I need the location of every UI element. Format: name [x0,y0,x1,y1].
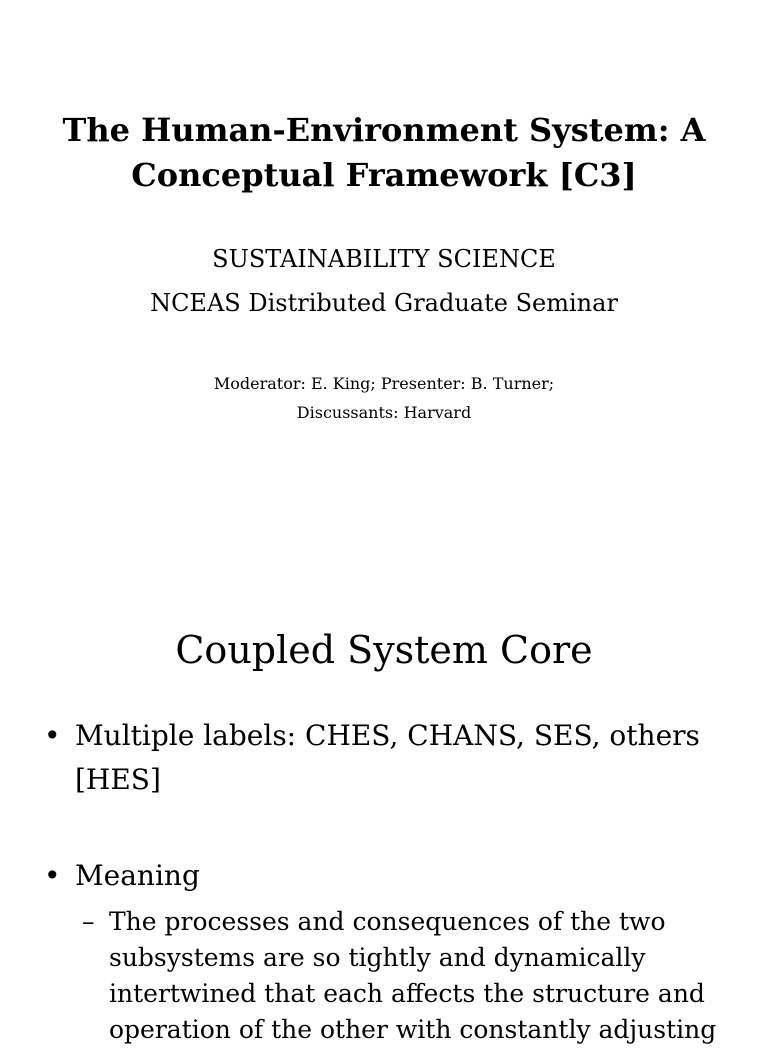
bullet-text: Meaning [75,859,200,892]
sub-bullet-item [82,904,722,1048]
subtitle-seminar: NCEAS Distributed Graduate Seminar [150,289,618,317]
credits [0,369,768,427]
sub-bullet-text: The processes and consequences of the two subsystems are so tightly and dynamically intertwined that each affects the structure and operation of the other with constantly adjusting [109,907,717,1044]
subtitle-course: SUSTAINABILITY SCIENCE [212,245,556,273]
bullet-item [44,714,734,802]
slide-heading: Coupled System Core [175,628,593,672]
bullet-marker: • [44,859,61,892]
slide-title: The Human-Environment System: A Conceptual Framework [C3] [62,111,706,194]
sub-bullet-marker: – [82,907,95,936]
content-slide [0,576,768,1044]
bullet-marker: • [44,719,61,752]
credits-line-moderator: Moderator: E. King; Presenter: B. Turner; [213,374,555,393]
credits-line-discussants: Discussants: Harvard [296,403,472,422]
bullet-item [44,854,734,898]
bullet-text: Multiple labels: CHES, CHANS, SES, others [HES] [75,719,700,796]
